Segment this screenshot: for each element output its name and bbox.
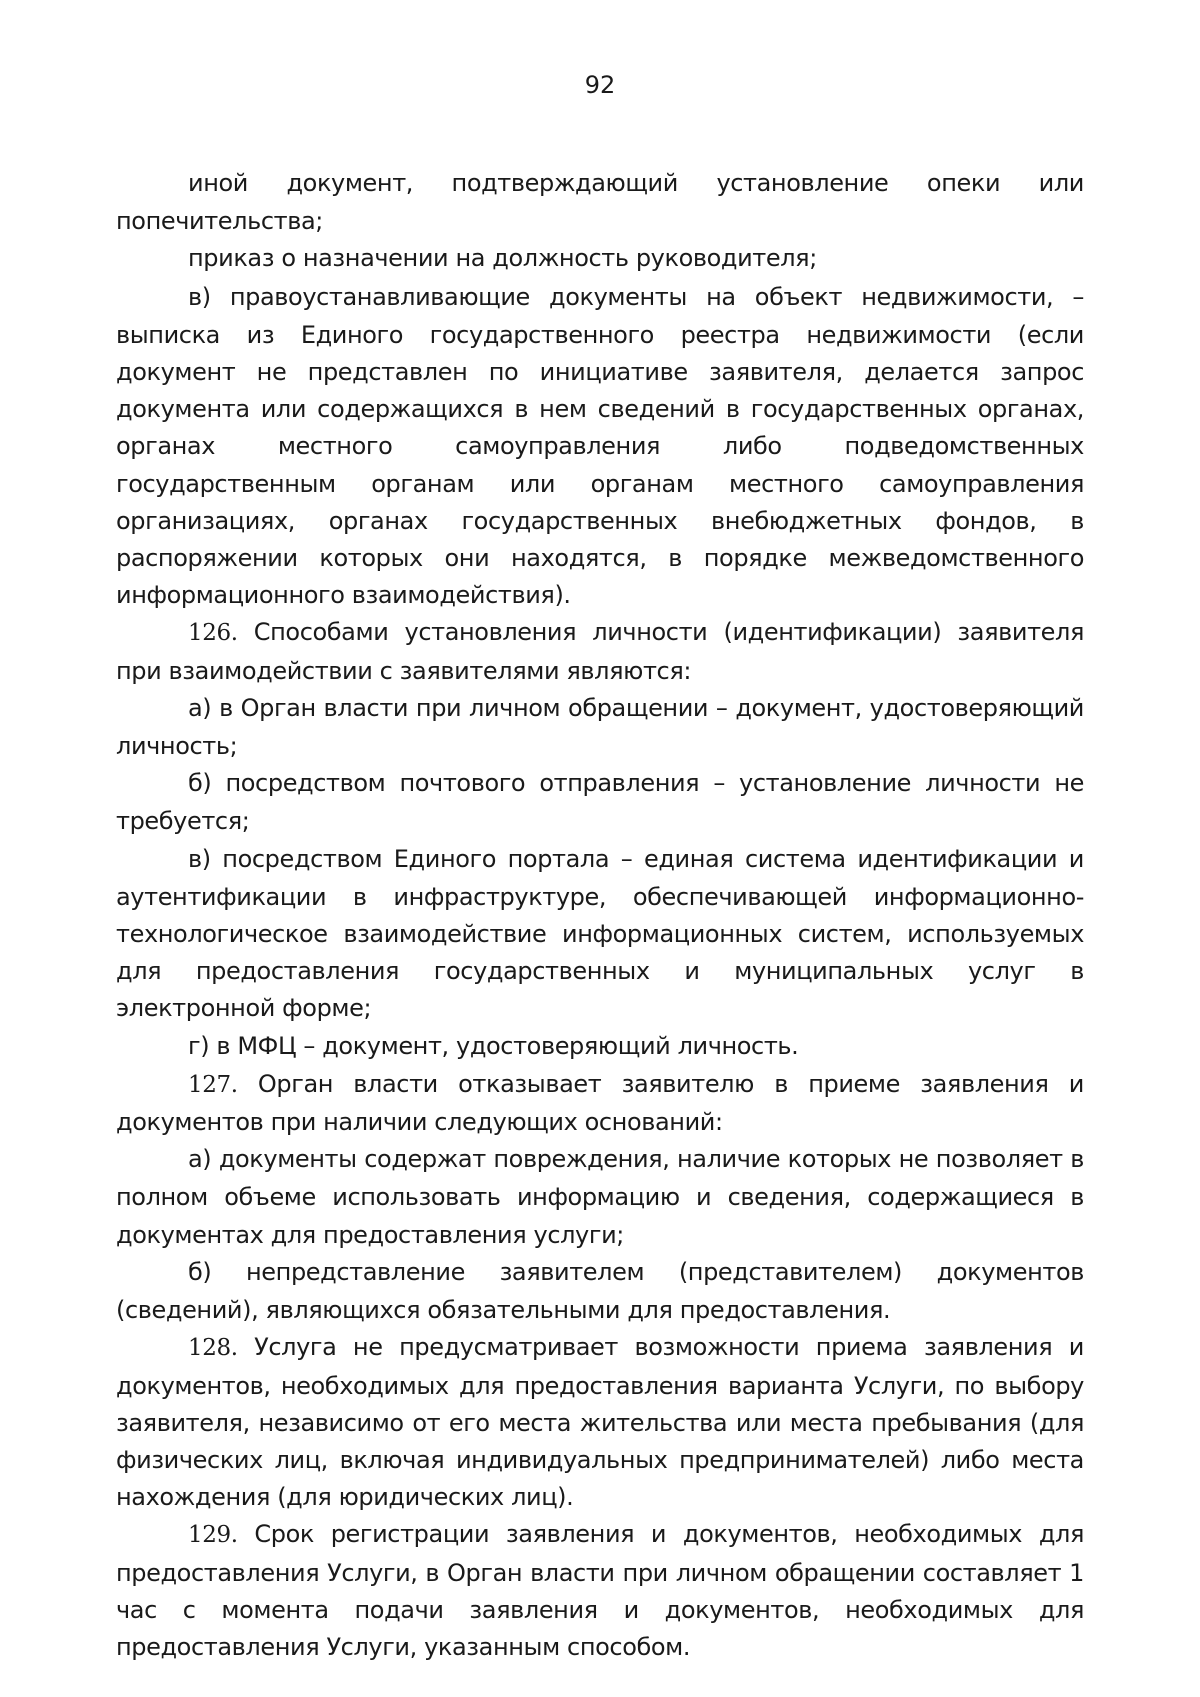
paragraph bbox=[116, 690, 1084, 765]
paragraph-text: а) документы содержат повреждения, наличие которых не позволяет в полном объеме использовать информацию и сведения, содержащиеся в документах для предоставления услуги; bbox=[116, 1145, 1084, 1249]
paragraph-text: б) посредством почтового отправления – установление личности не требуется; bbox=[116, 769, 1084, 836]
paragraph bbox=[116, 240, 1084, 278]
paragraph-number: 127. bbox=[188, 1071, 238, 1098]
document-body bbox=[116, 165, 1084, 1666]
paragraph-text: Способами установления личности (идентификации) заявителя при взаимодействии с заявителями являются: bbox=[116, 618, 1084, 685]
paragraph-128 bbox=[116, 1329, 1084, 1516]
paragraph-text: г) в МФЦ – документ, удостоверяющий личность. bbox=[188, 1031, 799, 1060]
page-number: 92 bbox=[584, 71, 616, 99]
paragraph-text: Срок регистрации заявления и документов, необходимых для предоставления Услуги, в Орган власти при личном обращении составляет 1 час с момента подачи заявления и документов, необходимых для предоставления Услуги, указанным способом. bbox=[116, 1520, 1084, 1661]
paragraph-text: а) в Орган власти при личном обращении – документ, удостоверяющий личность; bbox=[116, 693, 1084, 761]
paragraph-text: в) правоустанавливающие документы на объект недвижимости, – выписка из Единого государственного реестра недвижимости (если документ не представлен по инициативе заявителя, делается запрос документа или содержащихся в нем сведений в государственных органах, органах местного самоуправления либо подведомственных государственным органам или органам местного самоуправления организациях, органах государственных внебюджетных фондов, в распоряжении которых они находятся, в порядке межведомственного информационного взаимодействия). bbox=[116, 282, 1084, 610]
paragraph bbox=[116, 841, 1084, 1028]
paragraph-text: приказ о назначении на должность руководителя; bbox=[188, 244, 817, 273]
paragraph-text: б) непредставление заявителем (представителем) документов (сведений), являющихся обязательными для предоставления. bbox=[116, 1257, 1084, 1325]
paragraph bbox=[116, 165, 1084, 240]
paragraph bbox=[116, 1254, 1084, 1329]
paragraph bbox=[116, 1141, 1084, 1254]
paragraph-text: иной документ, подтверждающий установление опеки или попечительства; bbox=[116, 169, 1084, 236]
paragraph-text: в) посредством Единого портала – единая система идентификации и аутентификации в инфраструктуре, обеспечивающей информационно-технологическое взаимодействие информационных систем, используемых для предоставления государственных и муниципальных услуг в электронной форме; bbox=[116, 844, 1084, 1023]
paragraph-text: Орган власти отказывает заявителю в приеме заявления и документов при наличии следующих оснований: bbox=[116, 1069, 1084, 1137]
paragraph-129 bbox=[116, 1516, 1084, 1666]
paragraph-number: 128. bbox=[188, 1335, 238, 1362]
paragraph bbox=[116, 279, 1084, 615]
paragraph-text: Услуга не предусматривает возможности приема заявления и документов, необходимых для предоставления варианта Услуги, по выбору заявителя, независимо от его места жительства или места пребывания (для физических лиц, включая индивидуальных предпринимателей) либо места нахождения (для юридических лиц). bbox=[116, 1333, 1084, 1512]
paragraph bbox=[116, 1028, 1084, 1066]
paragraph bbox=[116, 765, 1084, 840]
paragraph-126 bbox=[116, 614, 1084, 689]
paragraph-number: 126. bbox=[188, 620, 238, 647]
paragraph-127 bbox=[116, 1066, 1084, 1141]
paragraph-number: 129. bbox=[188, 1522, 238, 1549]
